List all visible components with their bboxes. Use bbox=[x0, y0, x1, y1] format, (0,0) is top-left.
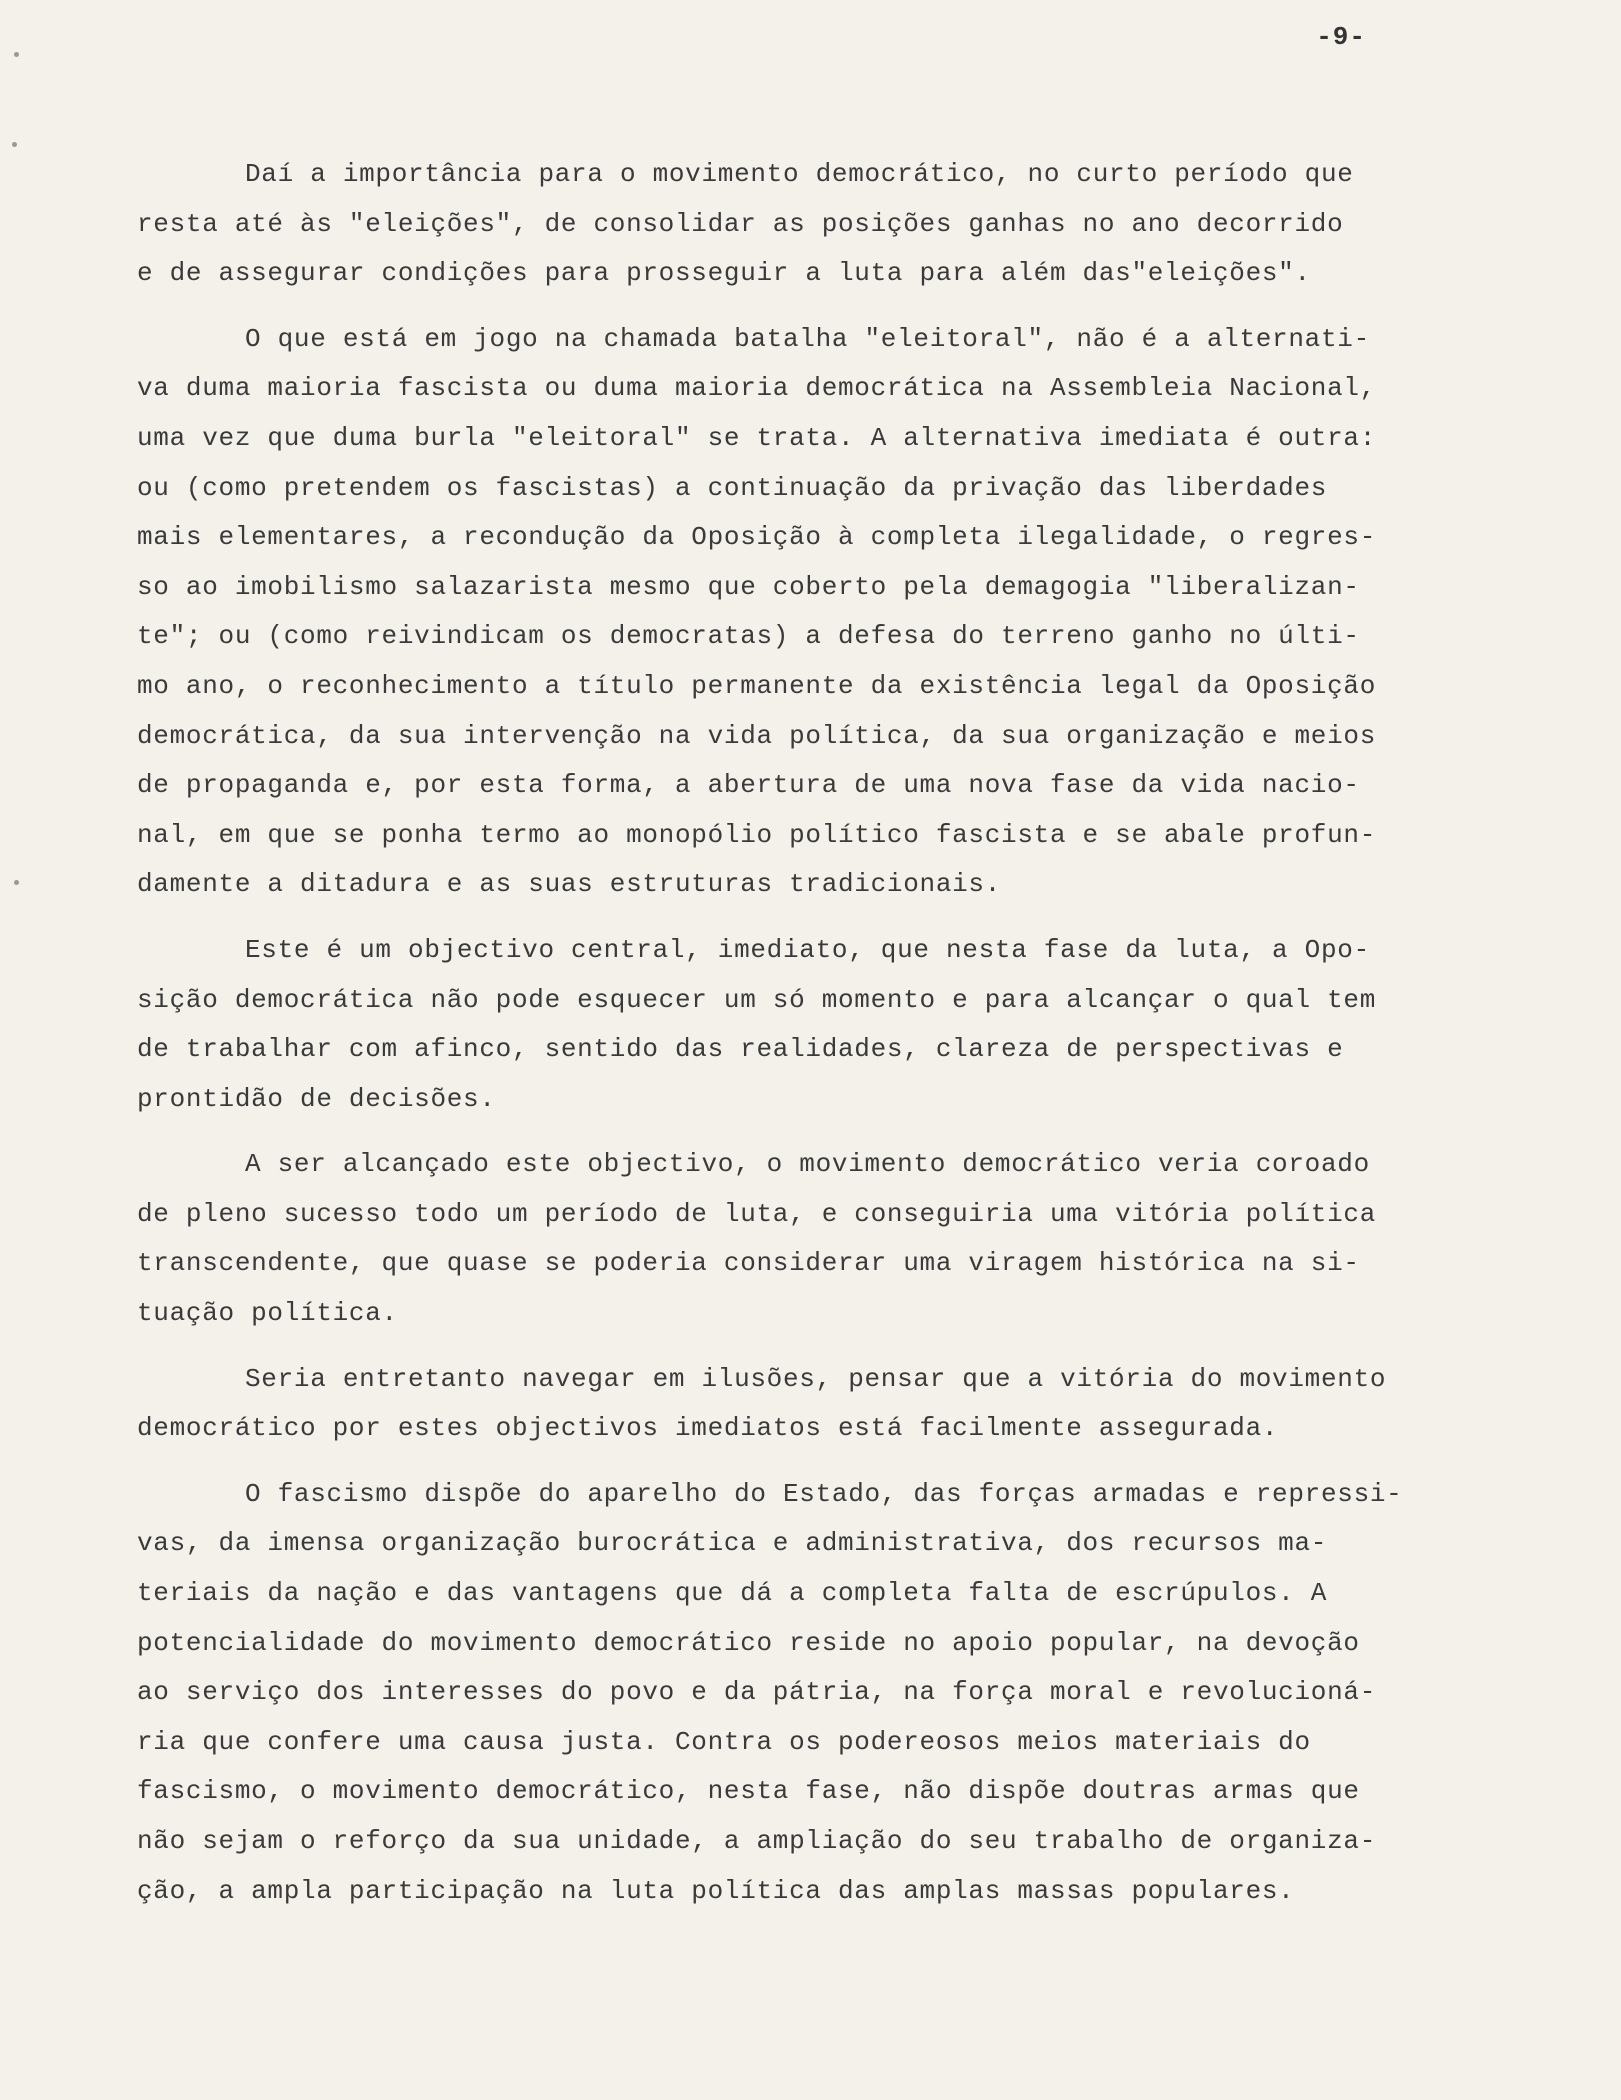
text-line: ou (como pretendem os fascistas) a continuação da privação das liberdades bbox=[137, 472, 1328, 503]
paragraph bbox=[137, 150, 1547, 299]
text-line: mo ano, o reconhecimento a título permanente da existência legal da Oposição bbox=[137, 670, 1376, 701]
text-line: A ser alcançado este objectivo, o movimento democrático veria coroado bbox=[245, 1149, 1370, 1180]
text-line: nal, em que se ponha termo ao monopólio político fascista e se abale profun- bbox=[137, 819, 1376, 850]
text-line: ção, a ampla participação na luta política das amplas massas populares. bbox=[137, 1875, 1295, 1906]
text-line: de propaganda e, por esta forma, a abertura de uma nova fase da vida nacio- bbox=[137, 770, 1360, 801]
document-body bbox=[137, 150, 1547, 1932]
paragraph bbox=[137, 1140, 1547, 1338]
margin-speck bbox=[12, 142, 17, 147]
text-line: não sejam o reforço da sua unidade, a ampliação do seu trabalho de organiza- bbox=[137, 1826, 1376, 1856]
text-line: damente a ditadura e as suas estruturas tradicionais. bbox=[137, 869, 1002, 900]
paragraph bbox=[137, 315, 1547, 910]
text-line: sição democrática não pode esquecer um só momento e para alcançar o qual tem bbox=[137, 984, 1376, 1015]
text-line: Este é um objectivo central, imediato, que nesta fase da luta, a Opo- bbox=[245, 934, 1370, 965]
text-line: te"; ou (como reivindicam os democratas) a defesa do terreno ganho no últi- bbox=[137, 621, 1360, 652]
text-line: democrático por estes objectivos imediatos está facilmente assegurada. bbox=[137, 1413, 1279, 1444]
paragraph bbox=[137, 1470, 1547, 1916]
text-line: ao serviço dos interesses do povo e da pátria, na força moral e revolucioná- bbox=[137, 1677, 1376, 1708]
text-line: O que está em jogo na chamada batalha "eleitoral", não é a alternati- bbox=[245, 323, 1370, 354]
text-line: so ao imobilismo salazarista mesmo que coberto pela demagogia "liberalizan- bbox=[137, 571, 1360, 602]
text-line: democrática, da sua intervenção na vida política, da sua organização e meios bbox=[137, 720, 1376, 751]
text-line: Seria entretanto navegar em ilusões, pensar que a vitória do movimento bbox=[245, 1363, 1387, 1394]
text-line: resta até às "eleições", de consolidar as posições ganhas no ano decorrido bbox=[137, 208, 1344, 239]
text-line: fascismo, o movimento democrático, nesta fase, não dispõe doutras armas que bbox=[137, 1776, 1360, 1807]
text-line: transcendente, que quase se poderia considerar uma viragem histórica na si- bbox=[137, 1248, 1360, 1279]
text-line: O fascismo dispõe do aparelho do Estado, das forças armadas e repressi- bbox=[245, 1478, 1403, 1509]
text-line: ria que confere uma causa justa. Contra os podereosos meios materiais do bbox=[137, 1726, 1311, 1757]
text-line: potencialidade do movimento democrático reside no apoio popular, na devoção bbox=[137, 1627, 1360, 1658]
text-line: va duma maioria fascista ou duma maioria democrática na Assembleia Nacional, bbox=[137, 373, 1376, 404]
text-line: tuação política. bbox=[137, 1298, 398, 1329]
paragraph bbox=[137, 1355, 1547, 1454]
text-line: prontidão de decisões. bbox=[137, 1083, 496, 1114]
text-line: uma vez que duma burla "eleitoral" se trata. A alternativa imediata é outra: bbox=[137, 422, 1376, 453]
text-line: de trabalhar com afinco, sentido das realidades, clareza de perspectivas e bbox=[137, 1034, 1344, 1065]
text-line: e de assegurar condições para prosseguir a luta para além das"eleições". bbox=[137, 258, 1311, 289]
text-line: vas, da imensa organização burocrática e administrativa, dos recursos ma- bbox=[137, 1528, 1328, 1559]
text-line: de pleno sucesso todo um período de luta, e conseguiria uma vitória política bbox=[137, 1198, 1376, 1229]
text-line: mais elementares, a recondução da Oposição à completa ilegalidade, o regres- bbox=[137, 522, 1376, 553]
margin-speck bbox=[14, 52, 19, 57]
page-number: -9- bbox=[1316, 22, 1366, 52]
text-line: teriais da nação e das vantagens que dá a completa falta de escrúpulos. A bbox=[137, 1578, 1328, 1609]
text-line: Daí a importância para o movimento democrático, no curto período que bbox=[245, 159, 1354, 189]
margin-speck bbox=[14, 880, 19, 885]
paragraph bbox=[137, 926, 1547, 1124]
